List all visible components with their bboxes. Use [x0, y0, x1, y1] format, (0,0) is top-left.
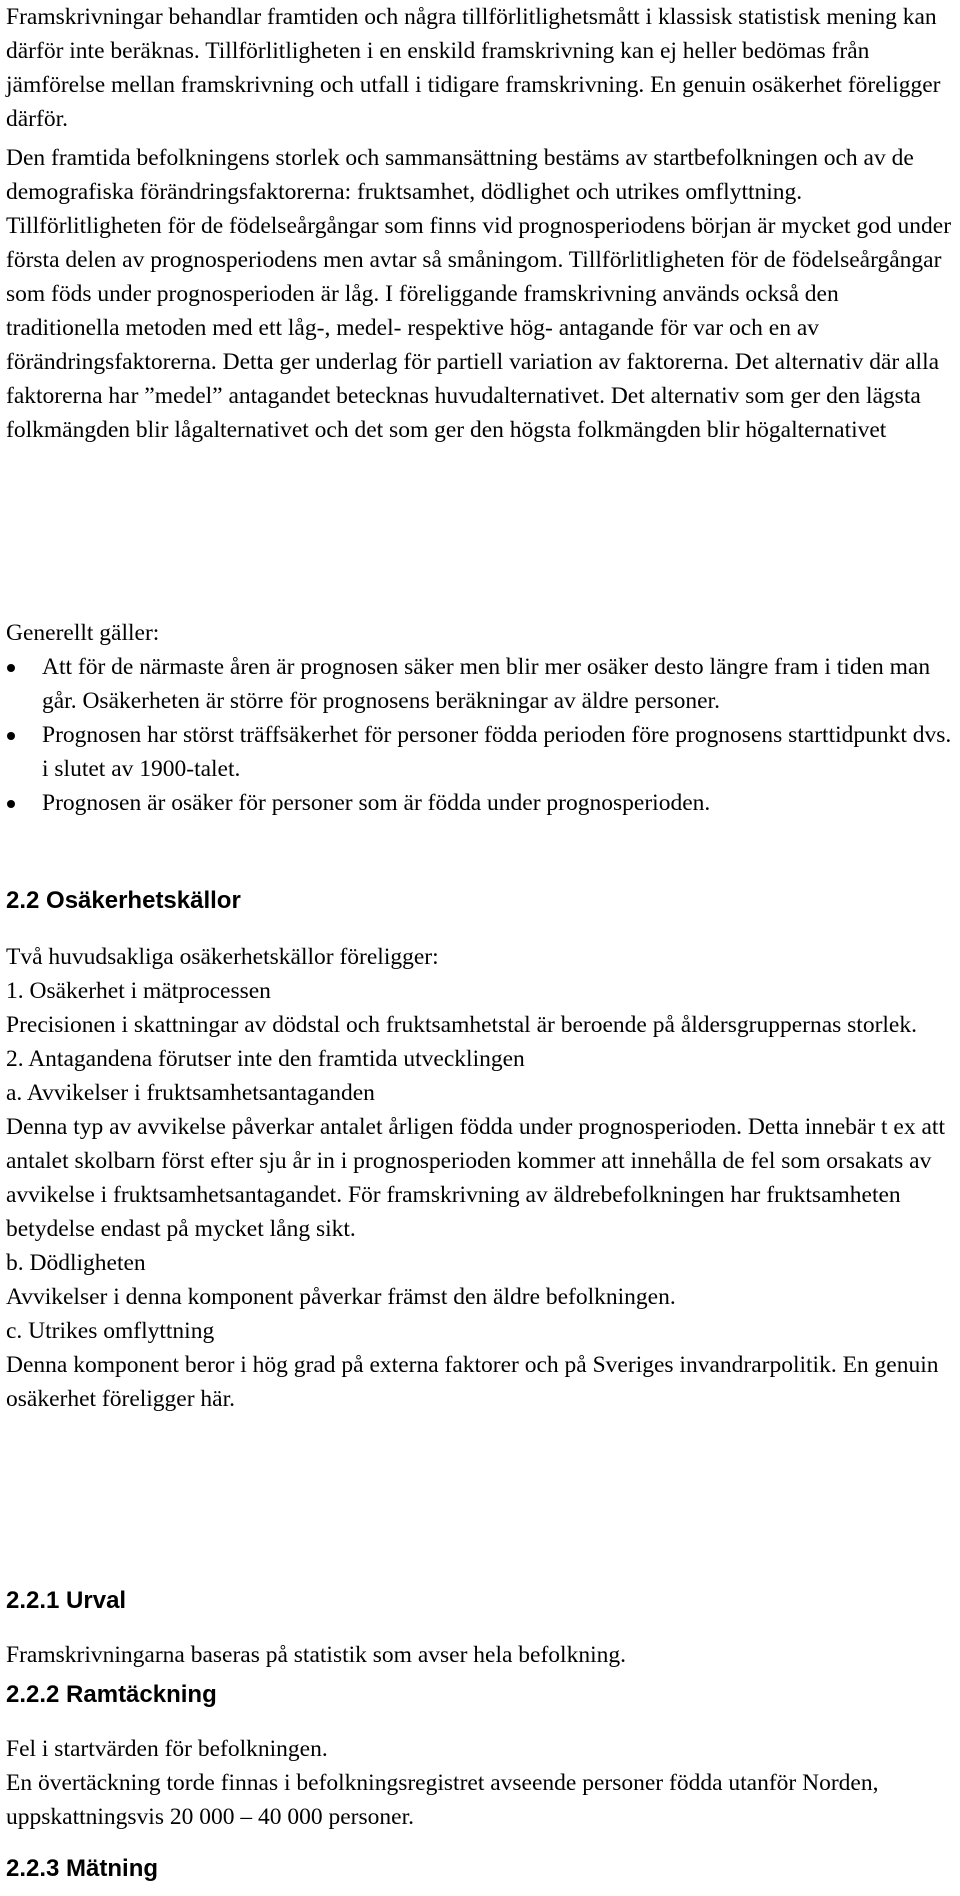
section-heading-2-2: 2.2 Osäkerhetskällor [6, 887, 241, 914]
intro-paragraph: Framskrivningar behandlar framtiden och några tillförlitlighetsmått i klassisk statistisk mening kan därför inte beräknas. Tillförlitligheten i en enskild framskrivning kan ej heller bedömas från jämförelse mellan framskrivning och utfall i tidigare framskrivning. En genuin osäkerhet föreligger därför. [6, 4, 941, 132]
text-line: Fel i startvärden för befolkningen. [6, 1736, 328, 1762]
text-line: 1. Osäkerhet i mätprocessen [6, 978, 271, 1004]
bullet-icon [7, 732, 15, 740]
section-heading-2-2-2: 2.2.2 Ramtäckning [6, 1681, 217, 1708]
bullet-icon [7, 664, 15, 672]
text-line: En övertäckning torde finnas i befolkningsregistret avseende personer födda utanför Norden, uppskattningsvis 20 000 – 40 000 personer. [6, 1770, 879, 1830]
text-line: a. Avvikelser i fruktsamhetsantaganden [6, 1080, 375, 1106]
general-bullet-list [6, 650, 956, 820]
text-line: Två huvudsakliga osäkerhetskällor föreligger: [6, 944, 439, 970]
section-2-2-1-text: Framskrivningarna baseras på statistik som avser hela befolkning. [6, 1642, 626, 1668]
text-line: Precisionen i skattningar av dödstal och fruktsamhetstal är beroende på åldersgruppernas storlek. [6, 1012, 917, 1038]
bullet-item [6, 786, 956, 820]
text-line: b. Dödligheten [6, 1250, 146, 1276]
bullet-icon [7, 800, 15, 808]
bullet-item [6, 718, 956, 786]
section-heading-2-2-3: 2.2.3 Mätning [6, 1855, 159, 1882]
bullet-text: Prognosen har störst träffsäkerhet för personer födda perioden före prognosens starttidpunkt dvs. i slutet av 1900-talet. [42, 722, 952, 782]
bullet-text: Prognosen är osäker för personer som är födda under prognosperioden. [42, 790, 711, 816]
population-paragraph: Den framtida befolkningens storlek och sammansättning bestäms av startbefolkningen och av de demografiska förändringsfaktorerna: fruktsamhet, dödlighet och utrikes omflyttning. Tillförlitligheten för de födelseårgångar som finns vid prognosperiodens början är mycket god under första delen av prognosperiodens men avtar så småningom. Tillförlitligheten för de födelseårgångar som föds under prognosperioden är låg. I föreliggande framskrivning används också den traditionella metoden med ett låg-, medel- respektive hög- antagande för var och en av förändringsfaktorerna. Detta ger underlag för partiell variation av faktorerna. Det alternativ där alla faktorerna har ”medel” antagandet betecknas huvudalternativet. Det alternativ som ger den lägsta folkmängden blir lågalternativet och det som ger den högsta folkmängden blir högalternativet [6, 145, 952, 443]
text-line: Avvikelser i denna komponent påverkar främst den äldre befolkningen. [6, 1284, 676, 1310]
section-2-2-2-body [6, 1732, 956, 1834]
section-2-2-body [6, 940, 956, 1416]
text-line: Denna typ av avvikelse påverkar antalet årligen födda under prognosperioden. Detta innebär t ex att antalet skolbarn först efter sju år in i prognosperioden kommer att innehålla de fel som orsakats av avvikelse i fruktsamhetsantagandet. För framskrivning av äldrebefolkningen har fruktsamheten betydelse endast på mycket lång sikt. [6, 1114, 945, 1242]
text-line: c. Utrikes omflyttning [6, 1318, 215, 1344]
text-line: Denna komponent beror i hög grad på externa faktorer och på Sveriges invandrarpolitik. En genuin osäkerhet föreligger här. [6, 1352, 939, 1412]
text-line: 2. Antagandena förutser inte den framtida utvecklingen [6, 1046, 525, 1072]
bullet-text: Att för de närmaste åren är prognosen säker men blir mer osäker desto längre fram i tiden man går. Osäkerheten är större för prognosens beräkningar av äldre personer. [42, 654, 931, 714]
bullet-item [6, 650, 956, 718]
section-heading-2-2-1: 2.2.1 Urval [6, 1587, 127, 1614]
general-label: Generellt gäller: [6, 620, 160, 646]
